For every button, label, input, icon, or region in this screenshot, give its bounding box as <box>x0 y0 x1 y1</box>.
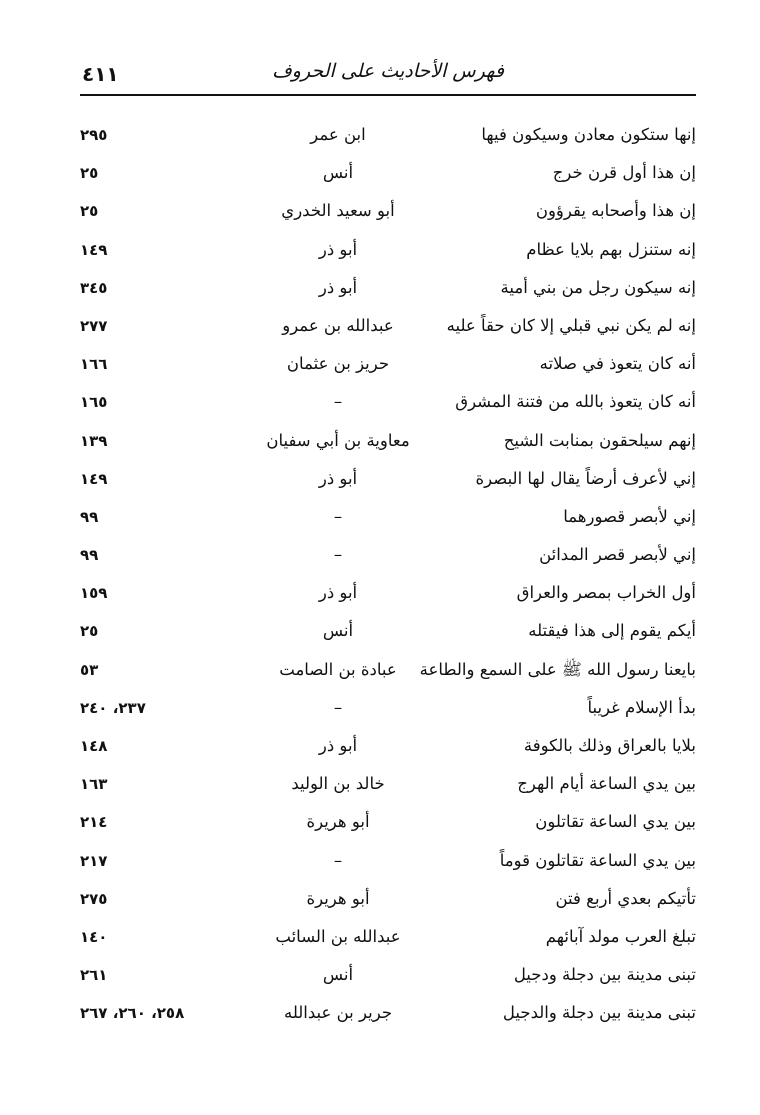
page-references: ١٤٩ <box>80 240 108 259</box>
hadith-text: تبنى مدينة بين دجلة ودجيل <box>513 965 696 985</box>
page-references: ٢٩٥ <box>80 126 108 144</box>
page-references: ٢١٧ <box>80 851 108 870</box>
page-references: ١٣٩ <box>80 431 108 450</box>
narrator-name: عبدالله بن عمرو <box>282 315 394 335</box>
page-references: ٢٥ <box>80 164 99 183</box>
hadith-text: إني لأعرف أرضاً يقال لها البصرة <box>475 468 696 488</box>
narrator-name: – <box>333 697 343 717</box>
index-row <box>80 349 696 387</box>
narrator-name: – <box>333 545 343 565</box>
page-header <box>80 58 696 96</box>
narrator-name: جرير بن عبدالله <box>283 1003 393 1023</box>
index-row <box>80 769 696 807</box>
index-row <box>80 464 696 502</box>
hadith-text: أول الخراب بمصر والعراق <box>516 583 696 603</box>
page-references: ٢٥ <box>80 202 99 221</box>
index-row <box>80 235 696 273</box>
hadith-text: تأتيكم بعدي أربع فتن <box>555 888 696 908</box>
hadith-text: إنها ستكون معادن وسيكون فيها <box>481 125 696 144</box>
narrator-name: – <box>333 392 343 412</box>
index-row <box>80 120 696 158</box>
index-row <box>80 196 696 234</box>
page-number: ٤١١ <box>82 62 119 86</box>
page-references: ١٤٩ <box>80 469 108 488</box>
hadith-text: إن هذا أول قرن خرج <box>552 163 696 183</box>
index-row <box>80 731 696 769</box>
index-row <box>80 884 696 922</box>
narrator-name: أبو ذر <box>318 736 358 755</box>
hadith-text: بايعنا رسول الله ﷺ على السمع والطاعة <box>419 659 696 679</box>
narrator-name: أبو سعيد الخدري <box>281 201 395 221</box>
hadith-text: بين يدي الساعة أيام الهرج <box>517 774 696 794</box>
narrator-name: أبو ذر <box>318 277 358 297</box>
narrator-name: أنس <box>322 621 354 641</box>
hadith-text: بلايا بالعراق وذلك بالكوفة <box>523 736 696 755</box>
narrator-name: أبو هريرة <box>306 888 370 908</box>
index-row <box>80 807 696 845</box>
narrator-name: – <box>333 506 343 526</box>
hadith-text: إنه لم يكن نبي قبلي إلا كان حقاً عليه <box>446 315 696 335</box>
page-references: ٢٦١ <box>80 966 108 985</box>
hadith-text: أنه كان يتعوذ في صلاته <box>539 354 696 374</box>
page-references: ٩٩ <box>80 546 99 565</box>
hadith-text: إني لأبصر قصر المدائن <box>539 545 696 565</box>
index-row <box>80 540 696 578</box>
hadith-text: إنه سيكون رجل من بني أمية <box>500 277 696 297</box>
page-references: ١٦٣ <box>80 775 108 794</box>
narrator-name: أنس <box>322 163 354 183</box>
narrator-name: خالد بن الوليد <box>291 774 385 794</box>
narrator-name: أبو ذر <box>318 239 358 259</box>
index-row <box>80 846 696 884</box>
page-references: ٩٩ <box>80 507 99 526</box>
index-row <box>80 311 696 349</box>
hadith-text: تبنى مدينة بين دجلة والدجيل <box>502 1003 696 1023</box>
hadith-text: بدأ الإسلام غريباً <box>587 697 696 717</box>
hadith-text: إنه ستنزل بهم بلايا عظام <box>526 239 696 259</box>
page-references: ١٦٦ <box>80 355 108 374</box>
page-references: ٥٣ <box>80 660 99 679</box>
index-row <box>80 426 696 464</box>
narrator-name: أبو ذر <box>318 583 358 603</box>
page-references: ٢٥٨، ٢٦٠، ٢٦٧ <box>80 1004 185 1023</box>
running-title: فهرس الأحاديث على الحروف <box>272 60 504 82</box>
index-row <box>80 578 696 616</box>
page-references: ٢٧٧ <box>80 316 108 335</box>
page-references: ٣٤٥ <box>80 278 108 297</box>
page-references: ١٤٠ <box>80 927 108 946</box>
index-row <box>80 960 696 998</box>
narrator-name: – <box>333 850 343 870</box>
hadith-index-list <box>80 120 696 1037</box>
index-row <box>80 273 696 311</box>
hadith-text: إن هذا وأصحابه يقرؤون <box>535 201 696 221</box>
page-references: ١٥٩ <box>80 584 108 603</box>
page-references: ٢١٤ <box>80 813 108 832</box>
index-row <box>80 387 696 425</box>
index-row <box>80 158 696 196</box>
page-references: ١٦٥ <box>80 393 108 412</box>
page-references: ٢٥ <box>80 622 99 641</box>
narrator-name: عبادة بن الصامت <box>279 659 397 679</box>
narrator-name: ابن عمر <box>310 125 366 144</box>
page-references: ٢٧٥ <box>80 889 108 908</box>
index-row <box>80 616 696 654</box>
page-references: ٢٣٧، ٢٤٠ <box>80 698 146 717</box>
hadith-text: أيكم يقوم إلى هذا فيقتله <box>528 621 696 641</box>
hadith-text: بين يدي الساعة تقاتلون <box>535 812 696 832</box>
hadith-text: تبلغ العرب مولد آبائهم <box>545 926 696 946</box>
narrator-name: أنس <box>322 965 354 985</box>
narrator-name: أبو ذر <box>318 468 358 488</box>
hadith-text: إنهم سيلحقون بمنابت الشيح <box>503 430 696 450</box>
narrator-name: أبو هريرة <box>306 812 370 832</box>
index-row <box>80 922 696 960</box>
index-row <box>80 693 696 731</box>
hadith-text: إني لأبصر قصورهما <box>563 506 696 526</box>
narrator-name: حريز بن عثمان <box>286 354 390 374</box>
hadith-text: بين يدي الساعة تقاتلون قوماً <box>499 850 696 870</box>
index-row <box>80 998 696 1036</box>
hadith-text: أنه كان يتعوذ بالله من فتنة المشرق <box>455 392 696 412</box>
narrator-name: عبدالله بن السائب <box>275 926 401 946</box>
index-row <box>80 502 696 540</box>
narrator-name: معاوية بن أبي سفيان <box>266 430 410 450</box>
page-references: ١٤٨ <box>80 737 108 755</box>
index-row <box>80 655 696 693</box>
